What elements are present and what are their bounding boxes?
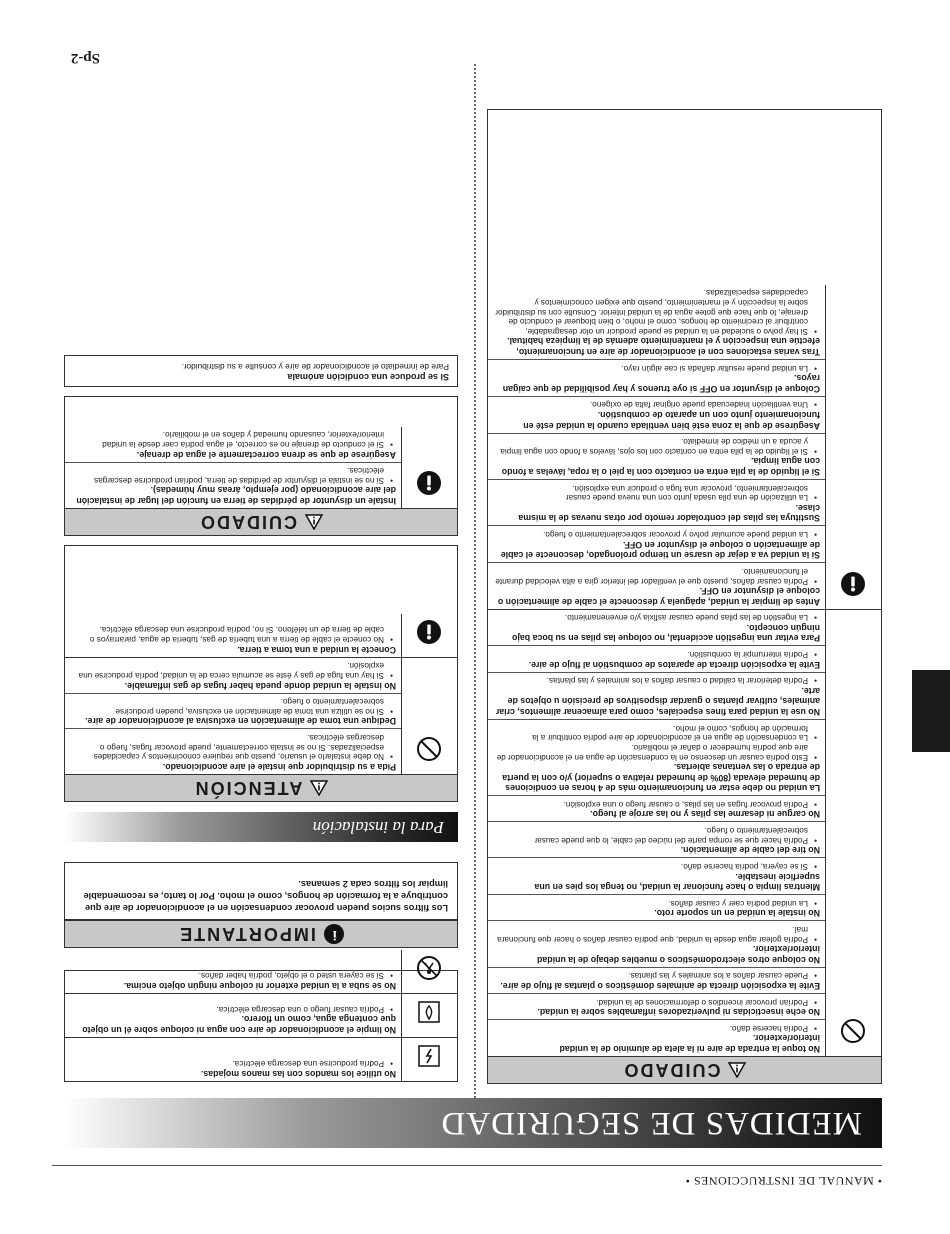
rule-item bbox=[488, 396, 825, 433]
section-banner: Para la instalación bbox=[64, 812, 458, 842]
rule-bullet: • Podría deteriorar la calidad o causar daños a los animales y las plantas. bbox=[494, 676, 820, 686]
rule-item bbox=[488, 610, 825, 646]
no-water-icon bbox=[417, 994, 443, 1025]
header-rule bbox=[52, 1165, 882, 1166]
rule-item bbox=[65, 427, 401, 462]
rule-item bbox=[488, 672, 825, 719]
rule-title: La unidad no debe estar en funcionamiento más de 4 horas en condiciones de humedad elevada (80% de humedad relativa o superior) y/o con la puerta de entrada o las ventanas abiertas. bbox=[502, 762, 820, 794]
rule-item bbox=[488, 993, 825, 1019]
symbol-cell bbox=[401, 994, 457, 1037]
rule-title: Dedique una toma de alimentación en exclusiva al acondicionador de aire. bbox=[85, 716, 396, 727]
rule-title: No instale la unidad donde pueda haber fugas de gas inflamable. bbox=[124, 680, 396, 691]
warning-triangle-icon bbox=[305, 514, 323, 530]
rule-group bbox=[488, 610, 881, 1056]
top-rows bbox=[65, 950, 457, 1081]
rule-group bbox=[65, 427, 457, 508]
rule-bullet: • Puede causar daños a los animales y las plantas. bbox=[494, 971, 820, 981]
rules-list bbox=[65, 994, 401, 1037]
symbol-cell bbox=[401, 427, 457, 508]
rule-title: No coloque otros electrodomésticos o muebles debajo de la unidad interior/exterior. bbox=[536, 944, 820, 965]
rule-bullet: • Si se cayera, podría hacerse daño. bbox=[494, 861, 820, 871]
rule-title: Conecte la unidad a una toma a tierra. bbox=[237, 644, 396, 655]
rule-bullet: • La unidad puede acumular polvo y provocar sobrecalentamiento o fuego. bbox=[494, 529, 820, 539]
left-groups bbox=[488, 285, 881, 1056]
cuidado-box-right bbox=[64, 396, 458, 536]
rule-item bbox=[488, 894, 825, 920]
rule-title: Instale un disyuntor de pérdidas de tierra en función del lugar de instalación del aire acondicionado (por ejemplo, áreas muy húmedas). bbox=[76, 485, 396, 506]
rule-bullet: • Si no se instala el disyuntor de pérdidas de tierra, podrían producirse descargas eléctricas. bbox=[71, 466, 396, 485]
rule-bullet: • La unidad podría caer y causar daños. bbox=[494, 898, 820, 908]
abnormal-title: Si se produce una condición anómala bbox=[287, 372, 449, 382]
cuidado-header-right bbox=[65, 508, 457, 535]
cuidado-label: CUIDADO bbox=[622, 1060, 721, 1081]
atencion-box bbox=[64, 545, 458, 802]
rule-item bbox=[488, 433, 825, 479]
importante-box bbox=[64, 862, 458, 948]
rules-list bbox=[488, 285, 825, 609]
rule-item bbox=[488, 719, 825, 795]
symbol-cell bbox=[401, 1038, 457, 1081]
rule-item bbox=[65, 1056, 401, 1081]
rule-bullet: • La ingestión de las pilas puede causar asfixia y/o envenenamiento. bbox=[494, 613, 820, 623]
importante-label: IMPORTANTE bbox=[178, 924, 316, 945]
rule-bullet: • Podría producirse una descarga eléctrica. bbox=[71, 1059, 396, 1069]
rule-bullet: • Podrían provocar incendios o deformaciones de la unidad. bbox=[494, 997, 820, 1007]
rule-group bbox=[65, 658, 457, 774]
mandatory-action-icon bbox=[417, 614, 443, 645]
rules-list bbox=[488, 610, 825, 1056]
rules-list bbox=[65, 427, 401, 508]
rule-item bbox=[488, 795, 825, 821]
rule-title: Para evitar una ingestión accidental, no coloque las pilas en su boca bajo ningún concepto. bbox=[512, 622, 820, 644]
rule-bullet: • La condensación de agua en el acondicionador de aire podría contribuir a la formación de hongos, como el moho. bbox=[494, 723, 820, 742]
rule-item bbox=[488, 1019, 825, 1056]
mandatory-action-icon bbox=[841, 285, 867, 597]
rule-item bbox=[488, 525, 825, 562]
rule-item bbox=[65, 622, 401, 657]
abnormal-box bbox=[64, 355, 458, 387]
rule-bullet: • Podría hacerse daño. bbox=[494, 1023, 820, 1033]
manual-header: • MANUAL DE INSTRUCCIONES • bbox=[685, 1174, 882, 1188]
manual-header-text: MANUAL DE INSTRUCCIONES bbox=[693, 1174, 874, 1188]
rules-list bbox=[65, 950, 401, 993]
rule-item bbox=[488, 857, 825, 894]
rule-title: Mientras limpia o hace funcionar la unidad, no tenga los pies en una superficie inestable. bbox=[534, 871, 820, 893]
rule-title: No toque la entrada de aire ni la aleta de aluminio de la unidad interior/exterior. bbox=[559, 1033, 820, 1054]
rule-item bbox=[65, 968, 401, 993]
cuidado-box-left bbox=[487, 109, 882, 1084]
rule-title: No eche insecticidas ni pulverizadores inflamables sobre la unidad. bbox=[537, 1007, 820, 1018]
rule-bullet: • Si el líquido de la pila entra en contacto con los ojos, lávelos a fondo con agua limpia y acuda a un médico de inmediato. bbox=[494, 437, 820, 456]
rule-title: No cargue ni desarme las pilas y no las arroje al fuego. bbox=[590, 809, 820, 820]
rule-bullet: • Si hay polvo o suciedad en la unidad se puede producir un olor desagradable, contribuir al crecimiento de hongos, como el moho, o bien bloquear el conducto de drenaje, lo que hace que gotee agua de la unidad interior. Consulte con su distribuidor sobre la inspección y el mantenimiento, puesto que exigen conocimientos y capacidades especializadas. bbox=[494, 288, 820, 336]
rule-item bbox=[488, 285, 825, 359]
rule-title: Coloque el disyuntor en OFF si oye truenos y hay posibilidad de que caigan rayos. bbox=[502, 373, 820, 394]
symbol-cell bbox=[401, 658, 457, 774]
warning-triangle-icon bbox=[729, 1062, 747, 1078]
rule-item bbox=[65, 462, 401, 508]
rule-bullet: • No debe instalarlo el usuario, puesto que requiere conocimientos y capacidades especializadas. Si no se instala correctamente, puede provocar fugas, fuego o descargas eléctricas. bbox=[71, 732, 396, 761]
rule-item bbox=[488, 479, 825, 525]
prohibition-icon bbox=[417, 658, 443, 762]
no-wet-hands-icon bbox=[417, 1038, 443, 1069]
rule-item bbox=[488, 645, 825, 671]
rule-item bbox=[488, 562, 825, 608]
rule-title: Si el líquido de la pila entra en contacto con la piel o la ropa, lávelas a fondo con agua limpia. bbox=[501, 456, 820, 477]
rule-title: Tras varias estaciones con el acondicionador de aire en funcionamiento, efectúe una inspección y el mantenimiento además de la limpieza habitual. bbox=[507, 336, 820, 358]
rule-bullet: • Una ventilación inadecuada puede originar falta de oxígeno. bbox=[494, 400, 820, 410]
rule-item bbox=[65, 693, 401, 729]
page-number: Sp-2 bbox=[70, 50, 100, 66]
rule-title: No use la unidad para fines especiales, como para almacenar alimentos, criar animales, cultivar plantas o guardar dispositivos de precisión u objetos de arte. bbox=[495, 685, 820, 717]
rules-list bbox=[65, 614, 401, 657]
rule-title: Evite la exposición directa de aparatos de combustión al flujo de aire. bbox=[528, 659, 820, 670]
rule-item bbox=[488, 967, 825, 993]
rule-bullet: • Podría causar daños, puesto que el ventilador del interior gira a alta velocidad durante el funcionamiento. bbox=[494, 566, 820, 585]
rule-bullet: • Si se cayera usted o el objeto, podría haber daños. bbox=[71, 971, 396, 981]
atencion-header bbox=[65, 774, 457, 801]
thumb-tab bbox=[912, 670, 950, 752]
cuidado-header bbox=[488, 1056, 881, 1083]
rule-group bbox=[65, 994, 457, 1038]
rule-item bbox=[488, 920, 825, 966]
atencion-label: ATENCIÓN bbox=[193, 778, 303, 799]
rule-title: Sustituya las pilas del controlador remoto por otras nuevas de la misma clase. bbox=[518, 502, 820, 524]
rule-bullet: • Si el conducto de drenaje no es correcto, el agua podría caer desde la unidad interior/exterior, causando humedad y daños en el mobiliario. bbox=[71, 430, 396, 449]
page-title: MEDIDAS DE SEGURIDAD bbox=[64, 1098, 882, 1148]
rule-bullet: • Si no se utiliza una toma de alimentación en exclusiva, pueden producirse sobrecalentamiento o fuego. bbox=[71, 697, 396, 716]
rule-item bbox=[488, 359, 825, 396]
rule-item bbox=[488, 821, 825, 857]
rule-title: No se suba a la unidad exterior ni coloque ningún objeto encima. bbox=[123, 981, 396, 991]
rule-bullet: • La unidad puede resultar dañada si cae algún rayo. bbox=[494, 363, 820, 373]
symbol-cell bbox=[401, 950, 457, 993]
no-climbing-icon bbox=[417, 950, 443, 981]
rule-group bbox=[65, 950, 457, 994]
top-rules-box bbox=[64, 970, 458, 1082]
cuidado-label-right: CUIDADO bbox=[199, 512, 297, 533]
rule-title: No instale la unidad en un soporte roto. bbox=[654, 908, 820, 919]
rule-title: No utilice los mandos con las manos mojadas. bbox=[200, 1069, 396, 1079]
rule-title: Pida a su distribuidor que instale el aire acondicionado. bbox=[162, 762, 396, 772]
prohibition-icon bbox=[841, 610, 867, 1044]
rule-bullet: • Podría provocar fugas en las pilas, o causar fuego o una explosión. bbox=[494, 799, 820, 809]
rule-bullet: • Si hay una fuga de gas y éste se acumula cerca de la unidad, podría producirse una explosión. bbox=[71, 661, 396, 680]
rule-title: Evite la exposición directa de animales domésticos o plantas al flujo de aire. bbox=[500, 981, 820, 992]
rule-bullet: • No conecte el cable de tierra a una tubería de gas, tubería de agua, pararrayos o cable de tierra de un teléfono. Si no, podría producirse una descarga eléctrica. bbox=[71, 625, 396, 644]
rule-bullet: • Podría golear agua desde la unidad, que podría causar daños o hacer que funcionara mal. bbox=[494, 924, 820, 943]
rules-list bbox=[65, 658, 401, 774]
rule-title: Si la unidad va a dejar de usarse un tiempo prolongado, desconecte el cable de alimentación o coloque el disyuntor en OFF. bbox=[500, 539, 820, 561]
rule-title: Asegúrese de que se drena correctamente el agua de drenaje. bbox=[136, 449, 396, 460]
rule-item bbox=[65, 1001, 401, 1037]
warning-triangle-icon bbox=[310, 780, 328, 796]
symbol-cell bbox=[825, 285, 881, 609]
rule-group bbox=[65, 1038, 457, 1081]
rule-bullet: • La utilización de una pila usada junto con una nueva puede causar sobrecalentamiento, provocar una fuga o producir una explosión. bbox=[494, 483, 820, 502]
column-divider bbox=[474, 64, 476, 1114]
rule-item bbox=[65, 658, 401, 693]
atencion-groups bbox=[65, 614, 457, 774]
rules-list bbox=[65, 1038, 401, 1081]
rule-title: No limpie el acondicionador de aire con agua ni coloque sobre él un objeto que contenga agua, como un florero. bbox=[82, 1014, 396, 1035]
rule-title: Asegúrese de que la zona esté bien ventilada cuando la unidad esté en funcionamiento junto con un aparato de combustión. bbox=[523, 410, 820, 431]
rule-bullet: • Esto podría causar un descenso en la condensación de agua en el acondicionador de aire que podría humedecer o dañar el mobiliario. bbox=[494, 742, 820, 761]
importante-header bbox=[65, 920, 457, 947]
info-icon: i bbox=[324, 924, 344, 944]
rule-title: No tire del cable de alimentación. bbox=[680, 845, 820, 856]
symbol-cell bbox=[825, 610, 881, 1056]
rule-bullet: • Podría interrumpir la combustión. bbox=[494, 649, 820, 659]
symbol-cell bbox=[401, 614, 457, 657]
rule-bullet: • Podría hacer que se rompa parte del núcleo del cable, lo que puede causar sobrecalentamiento o fuego. bbox=[494, 825, 820, 844]
rule-item bbox=[65, 728, 401, 774]
rule-title: Antes de limpiar la unidad, apáguela y desconecte el cable de alimentación o coloque el disyuntor en OFF. bbox=[497, 586, 820, 607]
abnormal-text: Pare de inmediato el acondicionador de aire y consulte a su distribuidor. bbox=[181, 362, 449, 372]
cuidado-right-groups bbox=[65, 427, 457, 508]
importante-text: Los filtros sucios pueden provocar condensación en el acondicionador de aire que contribuye a la formación de hongos, como el moho. Por lo tanto, es recomendable limpiar los filtros cada 2 semanas. bbox=[65, 871, 457, 920]
rule-group bbox=[488, 285, 881, 610]
rule-bullet: • Podría causar fuego o una descarga eléctrica. bbox=[71, 1004, 396, 1014]
rule-group bbox=[65, 614, 457, 658]
mandatory-action-icon bbox=[417, 427, 443, 496]
